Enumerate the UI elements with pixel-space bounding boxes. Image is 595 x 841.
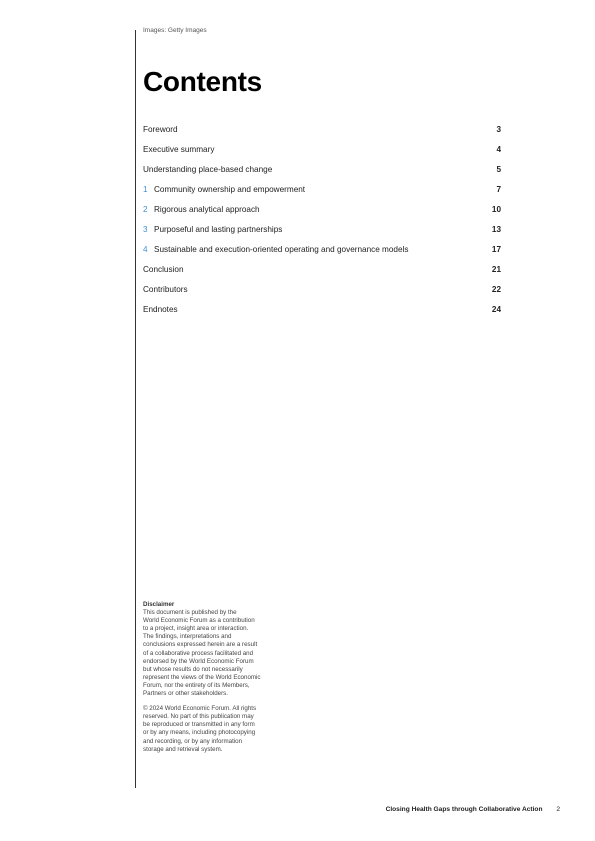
toc-entry-contributors[interactable] <box>143 279 501 299</box>
toc-chapter-number: 2 <box>143 204 148 214</box>
toc-label: Foreword <box>143 124 178 134</box>
toc-page-number: 4 <box>496 144 501 154</box>
toc-label: Conclusion <box>143 264 184 274</box>
toc-chapter-number: 4 <box>143 244 148 254</box>
page-footer <box>0 806 560 813</box>
disclaimer-line: but whose results do not necessarily <box>143 665 243 673</box>
toc-label: Contributors <box>143 284 188 294</box>
disclaimer-line: The findings, interpretations and <box>143 633 232 641</box>
toc-page-number: 3 <box>496 124 501 134</box>
toc-entry-conclusion[interactable] <box>143 259 501 279</box>
toc-entry-chapter-1[interactable] <box>143 179 501 199</box>
toc-page-number: 5 <box>496 164 501 174</box>
toc-entry-endnotes[interactable] <box>143 299 501 319</box>
toc-page-number: 21 <box>491 264 501 274</box>
copyright-line: reserved. No part of this publication may <box>143 713 254 721</box>
disclaimer-line: of a collaborative process facilitated and <box>143 649 254 657</box>
toc-label: Sustainable and execution-oriented operating and governance models <box>154 244 409 254</box>
toc-entry-chapter-2[interactable] <box>143 199 501 219</box>
disclaimer-block <box>143 601 293 754</box>
disclaimer-line: to a project, insight area or interaction. <box>143 625 249 633</box>
disclaimer-heading: Disclaimer <box>143 601 175 608</box>
disclaimer-line: Forum, nor the entirety of its Members, <box>143 681 250 689</box>
disclaimer-line: endorsed by the World Economic Forum <box>143 657 254 665</box>
disclaimer-line: This document is published by the <box>143 609 237 617</box>
toc-entry-understanding[interactable] <box>143 159 501 179</box>
toc-entry-chapter-4[interactable] <box>143 239 501 259</box>
disclaimer-line: World Economic Forum as a contribution <box>143 617 255 625</box>
disclaimer-line: represent the views of the World Economic <box>143 673 261 681</box>
toc-chapter-number: 1 <box>143 184 148 194</box>
copyright-line: storage and retrieval system. <box>143 745 223 753</box>
toc-entry-chapter-3[interactable] <box>143 219 501 239</box>
copyright-line: © 2024 World Economic Forum. All rights <box>143 705 257 713</box>
table-of-contents <box>143 119 501 319</box>
toc-page-number: 10 <box>491 204 501 214</box>
toc-entry-foreword[interactable] <box>143 119 501 139</box>
toc-label: Community ownership and empowerment <box>154 184 306 194</box>
toc-page-number: 22 <box>491 284 501 294</box>
toc-page-number: 13 <box>491 224 501 234</box>
toc-entry-executive-summary[interactable] <box>143 139 501 159</box>
toc-label: Understanding place-based change <box>143 164 273 174</box>
margin-rule <box>135 30 136 788</box>
copyright-line: be reproduced or transmitted in any form <box>143 721 255 729</box>
toc-chapter-number: 3 <box>143 224 148 234</box>
footer-page-number: 2 <box>556 806 560 813</box>
copyright-notice <box>143 705 293 754</box>
copyright-line: or by any means, including photocopying <box>143 729 256 737</box>
disclaimer-line: Partners or other stakeholders. <box>143 690 228 698</box>
toc-label: Rigorous analytical approach <box>154 204 260 214</box>
copyright-line: and recording, or by any information <box>143 737 243 745</box>
image-credit: Images: Getty Images <box>143 27 207 34</box>
toc-page-number: 24 <box>491 304 501 314</box>
page-title: Contents <box>143 66 262 97</box>
toc-label: Executive summary <box>143 144 215 154</box>
toc-page-number: 17 <box>491 244 501 254</box>
disclaimer-line: conclusions expressed herein are a result <box>143 641 258 649</box>
toc-page-number: 7 <box>496 184 501 194</box>
toc-label: Purposeful and lasting partnerships <box>154 224 283 234</box>
footer-report-title: Closing Health Gaps through Collaborative Action <box>385 806 543 813</box>
toc-label: Endnotes <box>143 304 178 314</box>
